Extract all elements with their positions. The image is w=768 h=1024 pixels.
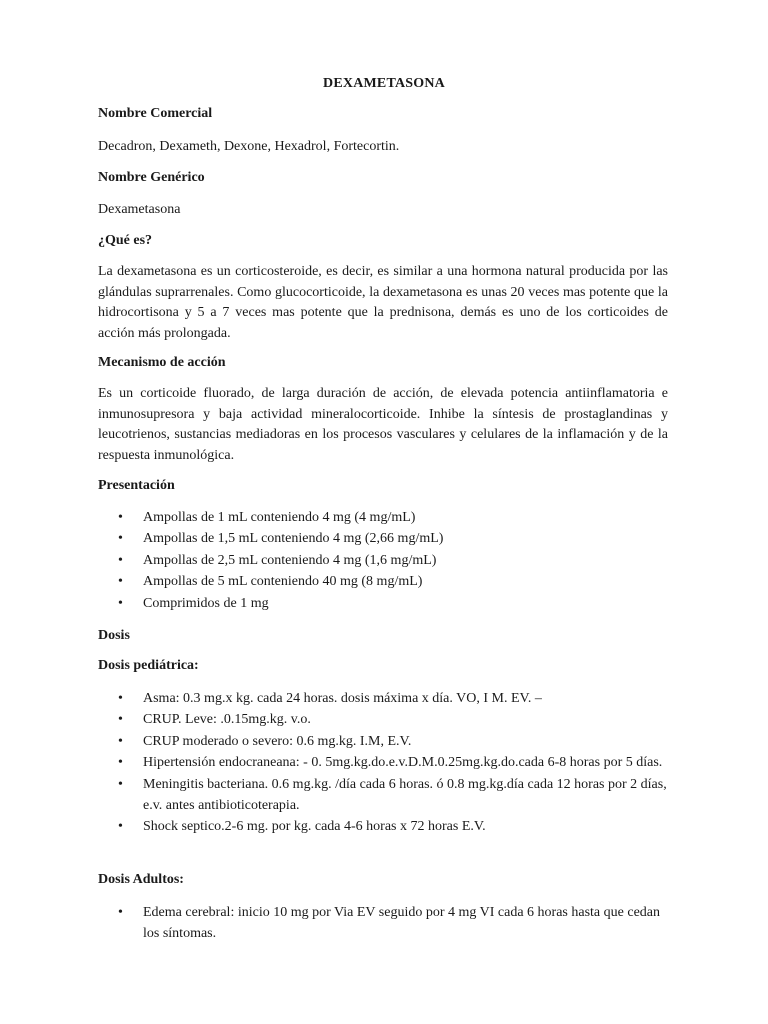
section-dosis xyxy=(98,626,668,646)
section-nombre-generico xyxy=(98,168,668,188)
section-body xyxy=(98,902,668,945)
list-item: • Ampollas de 5 mL conteniendo 40 mg (8 mg/mL) xyxy=(98,571,668,592)
section-heading: Dosis pediátrica: xyxy=(98,658,199,673)
mechanism-paragraph: Es un corticoide fluorado, de larga duración de acción, de elevada potencia antiinflamatoria e inmunosupresora y baja actividad mineralocorticoide. Inhibe la síntesis de prostaglandinas y leucotrienos, sustancias mediadoras en los procesos vasculares y celulares de la inflamación y de la respuesta inmunológica. xyxy=(98,386,668,464)
section-heading: Nombre Comercial xyxy=(98,106,213,121)
section-dosis-adultos xyxy=(98,870,668,890)
section-heading: Nombre Genérico xyxy=(98,170,205,185)
list-item: • CRUP moderado o severo: 0.6 mg.kg. I.M, E.V. xyxy=(98,731,668,752)
section-mecanismo xyxy=(98,353,668,373)
section-dosis-pediatrica xyxy=(98,656,668,676)
list-item: • Ampollas de 1,5 mL conteniendo 4 mg (2,66 mg/mL) xyxy=(98,528,668,549)
section-nombre-comercial xyxy=(98,104,668,124)
list-item: • Comprimidos de 1 mg xyxy=(98,593,668,614)
list-item: • CRUP. Leve: .0.15mg.kg. v.o. xyxy=(98,709,668,730)
document-title: DEXAMETASONA xyxy=(323,76,445,91)
list-item: • Meningitis bacteriana. 0.6 mg.kg. /día cada 6 horas. ó 0.8 mg.kg.día cada 12 horas por 2 días, e.v. antes antibioticoterapia. xyxy=(98,774,668,817)
list-item: • Ampollas de 2,5 mL conteniendo 4 mg (1,6 mg/mL) xyxy=(98,550,668,571)
section-heading: Mecanismo de acción xyxy=(98,355,226,370)
section-presentacion xyxy=(98,476,668,496)
presentation-list xyxy=(98,507,668,614)
section-heading: ¿Qué es? xyxy=(98,233,153,248)
list-item: • Edema cerebral: inicio 10 mg por Via EV seguido por 4 mg VI cada 6 horas hasta que cedan los síntomas. xyxy=(98,902,668,945)
section-heading: Dosis xyxy=(98,628,130,643)
section-body xyxy=(98,137,668,157)
section-body xyxy=(98,688,668,838)
section-body xyxy=(98,384,668,467)
section-body xyxy=(98,262,668,345)
section-heading: Dosis Adultos: xyxy=(98,872,184,887)
generic-name: Dexametasona xyxy=(98,202,181,217)
pediatric-dose-list xyxy=(98,688,668,838)
section-body xyxy=(98,507,668,614)
adult-dose-list xyxy=(98,902,668,945)
section-heading: Presentación xyxy=(98,478,175,493)
section-body xyxy=(98,200,668,220)
commercial-names: Decadron, Dexameth, Dexone, Hexadrol, Fortecortin. xyxy=(98,139,400,154)
list-item: • Shock septico.2-6 mg. por kg. cada 4-6 horas x 72 horas E.V. xyxy=(98,816,668,837)
list-item: • Asma: 0.3 mg.x kg. cada 24 horas. dosis máxima x día. VO, I M. EV. – xyxy=(98,688,668,709)
list-item: • Ampollas de 1 mL conteniendo 4 mg (4 mg/mL) xyxy=(98,507,668,528)
list-item: • Hipertensión endocraneana: - 0. 5mg.kg.do.e.v.D.M.0.25mg.kg.do.cada 6-8 horas por 5 días. xyxy=(98,752,668,773)
description-paragraph: La dexametasona es un corticosteroide, es decir, es similar a una hormona natural producida por las glándulas suprarrenales. Como glucocorticoide, la dexametasona es unas 20 veces mas potente que la hidrocortisona y 5 a 7 veces mas potente que la prednisona, demás es uno de los corticoides de acción más prolongada. xyxy=(98,264,668,342)
section-que-es xyxy=(98,231,668,251)
